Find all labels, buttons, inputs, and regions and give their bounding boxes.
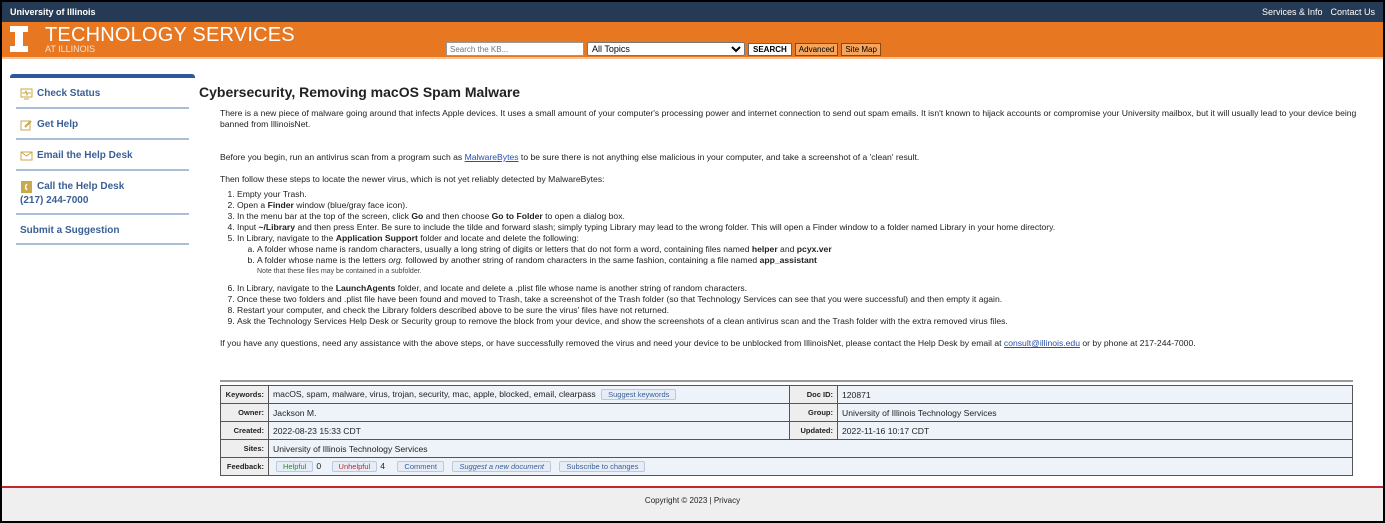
helpful-count: 0 xyxy=(316,461,322,471)
edit-icon xyxy=(20,119,33,131)
sidebar-item-submit-suggestion[interactable] xyxy=(16,215,189,245)
steps-list xyxy=(237,189,1359,327)
step: 5. In Library, navigate to the Application Support folder and locate and delete the following: a. A folder whose name is random characters, usually a long string of digits or letters that do not form a word, containing files named helper and pcyx.ver b. A folder whose name is the letters org. followed by another string of random characters in the same fashion, containing a file named app_assistant Note that these files may be contained in a subfolder. xyxy=(237,233,1359,277)
top-bar xyxy=(2,2,1383,22)
services-info-link[interactable]: Services & Info xyxy=(1261,7,1323,17)
sidebar-item-label: Call the Help Desk xyxy=(37,181,125,192)
article-metadata xyxy=(220,380,1353,476)
footer xyxy=(2,486,1383,521)
copyright: Copyright © 2023 | xyxy=(644,496,712,505)
malwarebytes-link[interactable]: MalwareBytes xyxy=(464,152,519,162)
before-paragraph: Before you begin, run an antivirus scan from a program such as MalwareBytes to be sure there is not anything else malicious in your computer, and take a screenshot of a 'clean' result. xyxy=(220,152,920,162)
updated-label: Updated: xyxy=(790,422,838,440)
university-link[interactable]: University of Illinois xyxy=(10,7,96,17)
phone-icon xyxy=(20,181,33,193)
helpful-button[interactable]: Helpful xyxy=(276,461,313,472)
owner-value: Jackson M. xyxy=(269,404,790,422)
sites-value: University of Illinois Technology Services xyxy=(269,440,1353,458)
search-button[interactable]: SEARCH xyxy=(748,43,792,56)
sidebar-item-label: Check Status xyxy=(37,88,101,99)
sidebar-item-get-help[interactable] xyxy=(16,109,189,140)
step: 9. Ask the Technology Services Help Desk or Security group to remove the block from your device, and show the screenshots of a clean antivirus scan and the Trash folder with the extra removed virus files. xyxy=(237,316,1359,327)
sidebar-item-label: Get Help xyxy=(37,119,79,130)
subfolder-note: Note that these files may be contained in a subfolder. xyxy=(257,268,422,275)
search-input[interactable] xyxy=(446,42,584,56)
advanced-button[interactable]: Advanced xyxy=(795,43,839,56)
article xyxy=(199,84,1359,360)
substep: b. A folder whose name is the letters org. followed by another string of random characters in the same fashion, containing a file named app_assistant Note that these files may be contained in a subfolder. xyxy=(257,255,1359,277)
search-bar xyxy=(446,42,881,56)
intro-paragraph: There is a new piece of malware going around that infects Apple devices. It uses a small amount of your computer's processing power and internet connection to send out spam emails. It isn't known to hijack accounts or compromise your University mailbox, but it will usually lead to your device being banned from IllinoisNet. xyxy=(220,108,1357,129)
sidebar-item-label: Email the Help Desk xyxy=(37,150,133,161)
sidebar-item-check-status[interactable] xyxy=(16,78,189,109)
group-value: University of Illinois Technology Services xyxy=(838,404,1353,422)
site-subtitle: AT ILLINOIS xyxy=(45,44,96,54)
substep: a. A folder whose name is random characters, usually a long string of digits or letters that do not form a word, containing files named helper and pcyx.ver xyxy=(257,244,1359,255)
step: 4. Input ~/Library and then press Enter. Be sure to include the tilde and forward slash; simply typing Library may lead to the wrong folder. This will open a Finder window to a folder named Library in your home directory. xyxy=(237,222,1359,233)
feedback-row xyxy=(269,458,1353,476)
article-body xyxy=(220,108,1359,349)
created-label: Created: xyxy=(221,422,269,440)
outro-paragraph: If you have any questions, need any assistance with the above steps, or have successfully removed the virus and need your device to be unblocked from IllinoisNet, please contact the Help Desk by email at consult@illinois.edu or by phone at 217-244-7000. xyxy=(220,338,1196,348)
sidebar-item-call-help-desk[interactable] xyxy=(16,171,189,215)
feedback-label: Feedback: xyxy=(221,458,269,476)
sidebar-item-label: Submit a Suggestion xyxy=(20,225,120,236)
privacy-link[interactable]: Privacy xyxy=(713,496,741,505)
sidebar-item-email-help-desk[interactable] xyxy=(16,140,189,171)
docid-value: 120871 xyxy=(838,386,1353,404)
email-link[interactable]: consult@illinois.edu xyxy=(1003,338,1080,348)
suggest-keywords-button[interactable]: Suggest keywords xyxy=(601,389,676,400)
help-desk-phone[interactable]: (217) 244-7000 xyxy=(20,195,89,206)
keywords-label: Keywords: xyxy=(221,386,269,404)
topic-select[interactable] xyxy=(587,42,745,56)
contact-us-link[interactable]: Contact Us xyxy=(1330,7,1375,17)
unhelpful-count: 4 xyxy=(380,461,386,471)
step: 8. Restart your computer, and check the Library folders described above to be sure the virus' files have not returned. xyxy=(237,305,1359,316)
sites-label: Sites: xyxy=(221,440,269,458)
keywords-value: macOS, spam, malware, virus, trojan, security, mac, apple, blocked, email, clearpass Suggest keywords xyxy=(269,386,790,404)
page-title: Cybersecurity, Removing macOS Spam Malware xyxy=(199,84,521,100)
step: 3. In the menu bar at the top of the screen, click Go and then choose Go to Folder to open a dialog box. xyxy=(237,211,1359,222)
site-header xyxy=(2,22,1383,59)
unhelpful-button[interactable]: Unhelpful xyxy=(332,461,378,472)
monitor-icon xyxy=(20,88,33,100)
owner-label: Owner: xyxy=(221,404,269,422)
steps-intro: Then follow these steps to locate the newer virus, which is not yet reliably detected by MalwareBytes: xyxy=(220,174,605,184)
group-label: Group: xyxy=(790,404,838,422)
site-title[interactable]: TECHNOLOGY SERVICES xyxy=(45,24,295,46)
step: 6. In Library, navigate to the LaunchAgents folder, and locate and delete a .plist file whose name is another string of random characters. xyxy=(237,283,1359,294)
comment-button[interactable]: Comment xyxy=(397,461,444,472)
site-map-button[interactable]: Site Map xyxy=(841,43,881,56)
subscribe-button[interactable]: Subscribe to changes xyxy=(559,461,645,472)
envelope-icon xyxy=(20,150,33,162)
block-i-logo-icon[interactable] xyxy=(10,26,28,52)
updated-value: 2022-11-16 10:17 CDT xyxy=(838,422,1353,440)
step: 2. Open a Finder window (blue/gray face icon). xyxy=(237,200,1359,211)
step: 1. Empty your Trash. xyxy=(237,189,1359,200)
step: 7. Once these two folders and .plist file have been found and moved to Trash, take a screenshot of the Trash folder (so that Technology Services can see that you were successful) and then empty it again. xyxy=(237,294,1359,305)
docid-label: Doc ID: xyxy=(790,386,838,404)
sidebar xyxy=(10,74,195,245)
suggest-document-button[interactable]: Suggest a new document xyxy=(452,461,551,472)
created-value: 2022-08-23 15:33 CDT xyxy=(269,422,790,440)
